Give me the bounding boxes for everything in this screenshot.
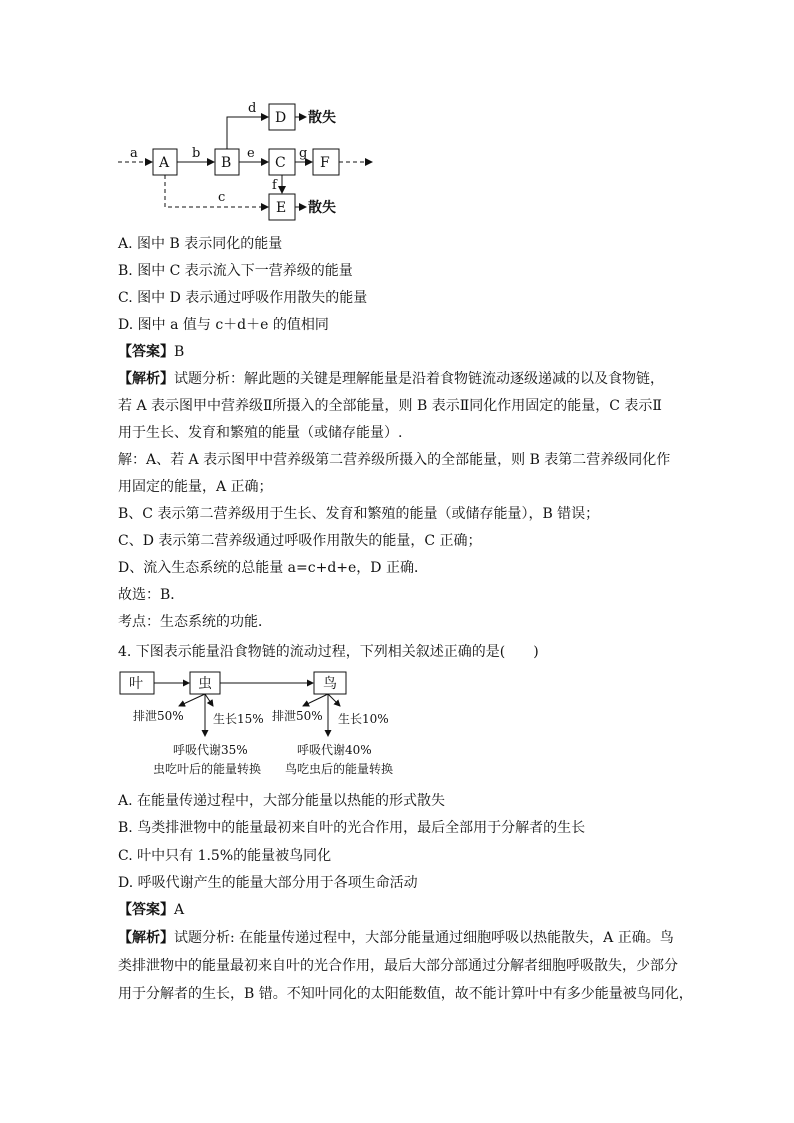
bird-growth-arrow [328, 694, 340, 706]
analysis-text: 试题分析: 在能量传递过程中，大部分能量通过细胞呼吸以热能散失，A 正确。鸟 [174, 930, 674, 946]
q4-option-b: B. 鸟类排泄物中的能量最初来自叶的光合作用，最后全部用于分解者的生长 [118, 820, 586, 836]
bird-excrete-label: 排泄50% [272, 709, 323, 723]
analysis-text: 试题分析：解此题的关键是理解能量是沿着食物链流动逐级递减的以及食物链， [174, 371, 664, 387]
insect-growth-arrow [205, 694, 213, 706]
loss-label-e: 散失 [308, 200, 336, 216]
bird-resp-label: 呼吸代谢40% [297, 743, 372, 757]
insect-growth-label: 生长15% [213, 712, 264, 726]
q4-analysis-line-3: 用于分解者的生长，B 错。不知叶同化的太阳能数值，故不能计算叶中有多少能量被鸟同化， [118, 986, 693, 1002]
edge-label-g: g [299, 146, 308, 161]
insect-label: 虫 [198, 676, 212, 692]
q4-answer [118, 900, 184, 920]
edge-label-d: d [248, 101, 257, 116]
q3-analysis-line-2: 若 A 表示图甲中营养级Ⅱ所摄入的全部能量，则 B 表示Ⅱ同化作用固定的能量，C 表示Ⅱ [118, 398, 662, 414]
bird-excrete-arrow [303, 694, 328, 706]
edge-d [227, 117, 268, 149]
q4-option-a: A. 在能量传递过程中，大部分能量以热能的形式散失 [118, 793, 446, 809]
answer-tag: 【答案】 [118, 902, 174, 918]
edge-label-e: e [247, 146, 255, 161]
insect-excrete-arrow [179, 694, 205, 706]
insect-resp-label: 呼吸代谢35% [173, 743, 248, 757]
q4-option-d: D. 呼吸代谢产生的能量大部分用于各项生命活动 [118, 875, 418, 891]
bird-caption: 鸟吃虫后的能量转换 [285, 762, 394, 776]
q4-analysis-line-1 [118, 928, 674, 948]
q3-analysis-line-1 [118, 369, 664, 389]
q3-option-d: D. 图中 a 值与 c＋d＋e 的值相同 [118, 317, 329, 333]
q3-analysis-line-5: 用固定的能量，A 正确； [118, 479, 273, 495]
q3-option-a: A. 图中 B 表示同化的能量 [118, 236, 283, 252]
bird-label: 鸟 [323, 676, 337, 692]
food-chain-diagram [115, 668, 415, 783]
edge-label-b: b [192, 146, 201, 161]
q4-analysis-line-2: 类排泄物中的能量最初来自叶的光合作用，最后大部分部通过分解者细胞呼吸散失，少部分 [118, 958, 678, 974]
q3-analysis-line-4: 解：A、若 A 表示图甲中营养级第二营养级所摄入的全部能量，则 B 表第二营养级同化作 [118, 452, 671, 468]
answer-value: B [174, 344, 185, 360]
answer-tag: 【答案】 [118, 344, 174, 360]
loss-label-d: 散失 [308, 110, 336, 126]
insect-excrete-label: 排泄50% [133, 709, 184, 723]
analysis-tag: 【解析】 [118, 371, 174, 387]
node-f-label: F [320, 155, 330, 171]
q3-option-c: C. 图中 D 表示通过呼吸作用散失的能量 [118, 290, 368, 306]
q3-analysis-line-8: D、流入生态系统的总能量 a=c+d+e，D 正确． [118, 560, 428, 576]
leaf-label: 叶 [129, 676, 143, 692]
edge-label-c: c [218, 190, 226, 205]
q3-analysis-line-6: B、C 表示第二营养级用于生长、发育和繁殖的能量（或储存能量），B 错误； [118, 506, 600, 522]
node-b-label: B [221, 155, 232, 171]
q3-analysis-line-7: C、D 表示第二营养级通过呼吸作用散失的能量，C 正确； [118, 533, 482, 549]
analysis-tag: 【解析】 [118, 930, 174, 946]
q4-option-c: C. 叶中只有 1.5%的能量被鸟同化 [118, 848, 332, 864]
node-d-label: D [275, 110, 287, 126]
edge-label-f: f [272, 178, 277, 193]
edge-c [165, 175, 268, 207]
q3-analysis-line-3: 用于生长、发育和繁殖的能量（或储存能量）. [118, 425, 403, 441]
insect-caption: 虫吃叶后的能量转换 [153, 762, 262, 776]
q3-answer [118, 342, 184, 362]
answer-value: A [174, 902, 185, 918]
bird-growth-label: 生长10% [338, 712, 389, 726]
q4-stem: 4. 下图表示能量沿食物链的流动过程，下列相关叙述正确的是( ) [118, 644, 539, 660]
energy-flow-diagram [110, 95, 390, 225]
node-a-label: A [159, 155, 170, 171]
node-e-label: E [276, 200, 287, 216]
node-c-label: C [275, 155, 286, 171]
edge-label-a: a [130, 146, 138, 161]
q3-analysis-line-9: 故选：B． [118, 587, 185, 603]
q3-option-b: B. 图中 C 表示流入下一营养级的能量 [118, 263, 353, 279]
q3-analysis-line-10: 考点：生态系统的功能． [118, 614, 272, 630]
